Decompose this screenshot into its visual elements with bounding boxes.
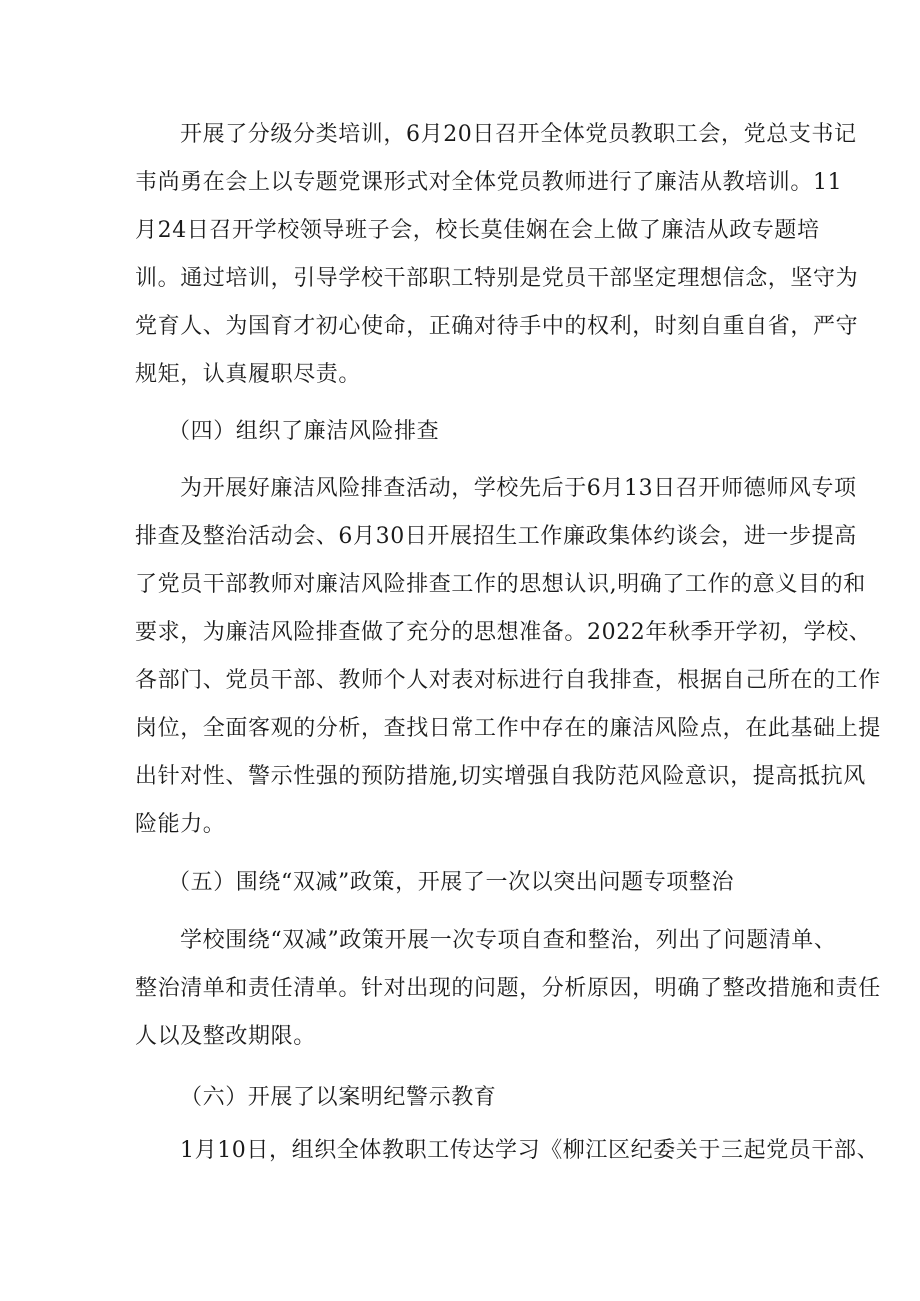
paragraph-line: 岗位，全面客观的分析，查找日常工作中存在的廉洁风险点，在此基础上提 bbox=[135, 716, 881, 741]
paragraph-line: 出针对性、警示性强的预防措施,切实增强自我防范风险意识，提高抵抗风 bbox=[135, 764, 866, 789]
paragraph-line: 韦尚勇在会上以专题党课形式对全体党员教师进行了廉洁从教培训。11 bbox=[135, 170, 843, 195]
paragraph-line: 规矩，认真履职尽责。 bbox=[135, 362, 362, 387]
section-heading: （五）围绕“双减”政策，开展了一次以突出问题专项整治 bbox=[168, 870, 735, 895]
paragraph-line: 整治清单和责任清单。针对出现的问题，分析原因，明确了整改措施和责任 bbox=[135, 976, 881, 1001]
paragraph-line: 开展了分级分类培训，6月20日召开全体党员教职工会，党总支书记 bbox=[180, 122, 857, 147]
paragraph-line: 人以及整改期限。 bbox=[135, 1024, 316, 1049]
section-heading: （四）组织了廉洁风险排查 bbox=[168, 419, 440, 444]
paragraph-line: 排查及整治活动会、6月30日开展招生工作廉政集体约谈会，进一步提高 bbox=[135, 524, 857, 549]
paragraph-line: 学校围绕“双减”政策开展一次专项自查和整治，列出了问题清单、 bbox=[180, 928, 837, 953]
paragraph-line: 各部门、党员干部、教师个人对表对标进行自我排查，根据自己所在的工作 bbox=[135, 668, 881, 693]
paragraph-line: 月24日召开学校领导班子会，校长莫佳娴在会上做了廉洁从政专题培 bbox=[135, 218, 820, 243]
paragraph-line: 党育人、为国育才初心使命，正确对待手中的权利，时刻自重自省，严守 bbox=[135, 314, 859, 339]
paragraph-line: 了党员干部教师对廉洁风险排查工作的思想认识,明确了工作的意义目的和 bbox=[135, 572, 866, 597]
paragraph-line: 1月10日，组织全体教职工传达学习《柳江区纪委关于三起党员干部、 bbox=[180, 1138, 880, 1163]
paragraph-line: 为开展好廉洁风险排查活动，学校先后于6月13日召开师德师风专项 bbox=[180, 476, 857, 501]
paragraph-line: 训。通过培训，引导学校干部职工特别是党员干部坚定理想信念，坚守为 bbox=[135, 266, 859, 291]
section-heading: （六）开展了以案明纪警示教育 bbox=[180, 1085, 497, 1110]
paragraph-line: 险能力。 bbox=[135, 812, 226, 837]
paragraph-line: 要求，为廉洁风险排查做了充分的思想准备。2022年秋季开学初，学校、 bbox=[135, 620, 872, 645]
